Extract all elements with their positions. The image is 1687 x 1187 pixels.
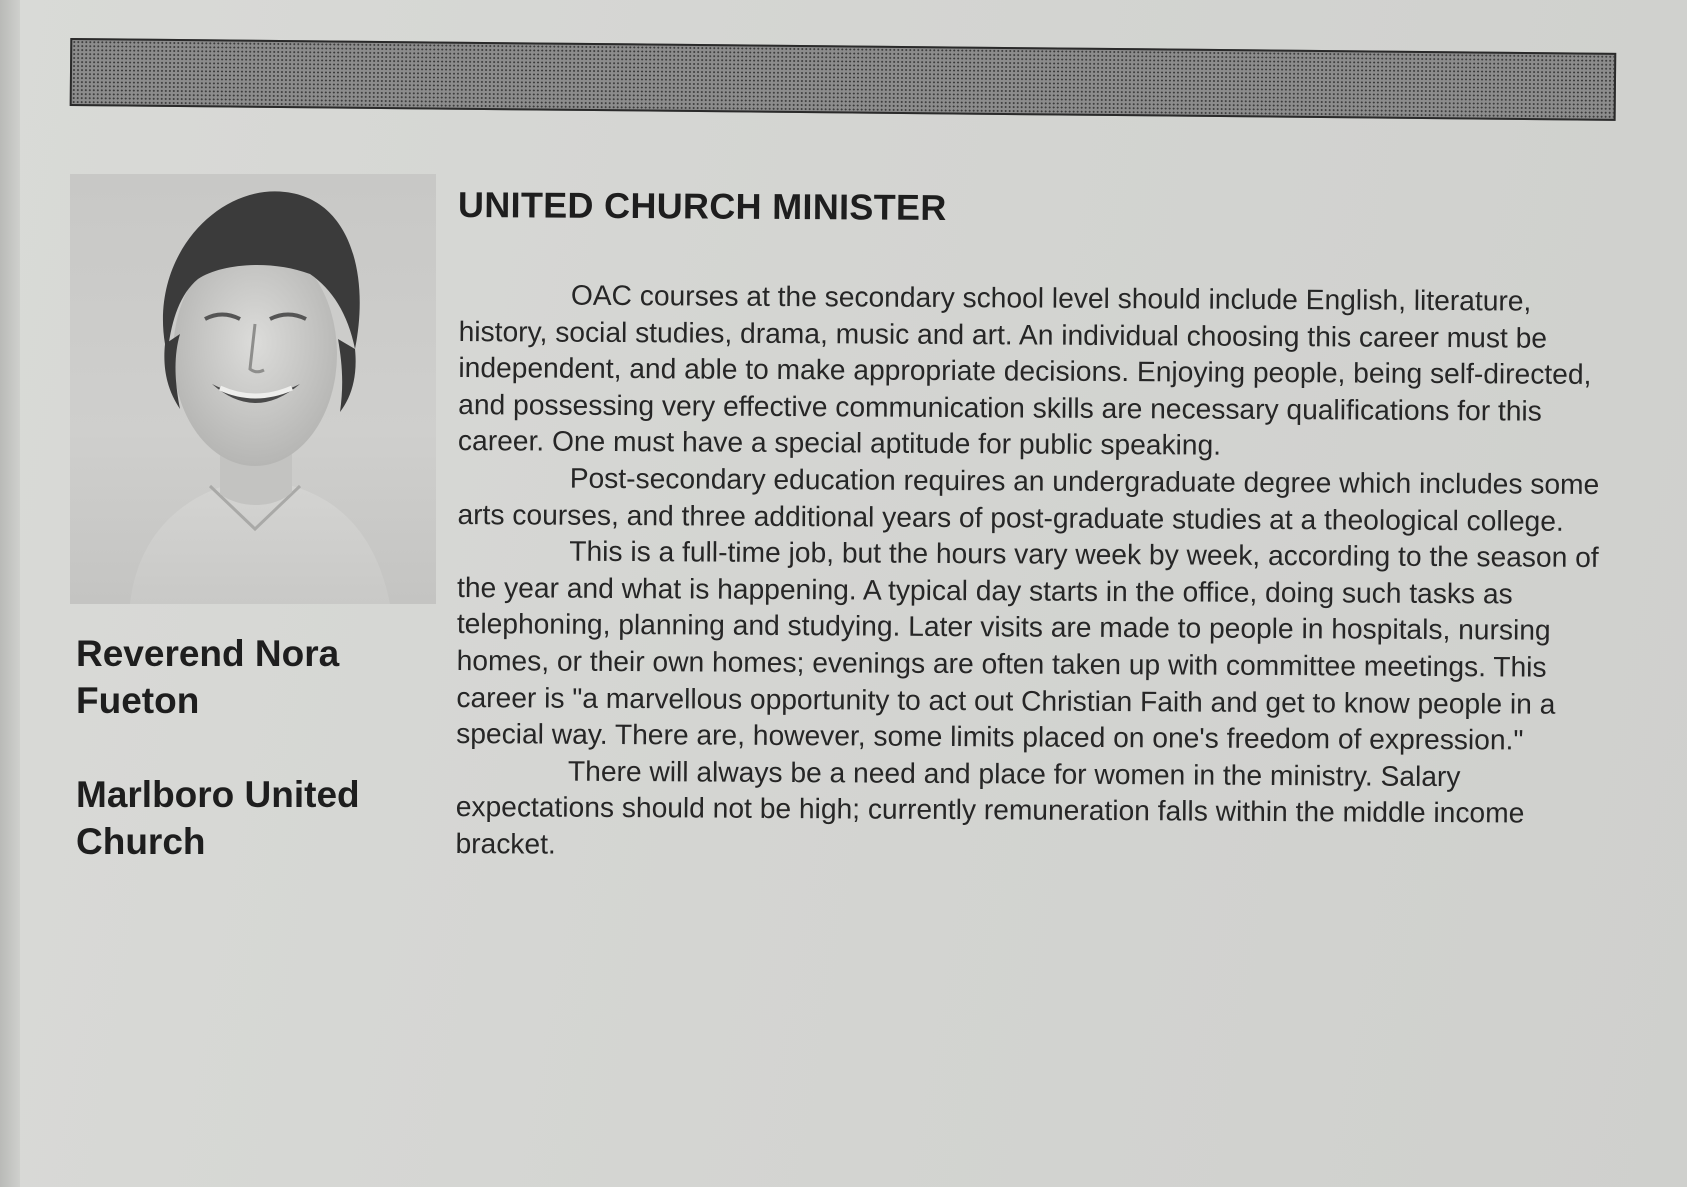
profile-photo [70,174,436,604]
header-banner [70,38,1617,121]
article-body [455,276,1619,869]
profile-name: Reverend Nora Fueton [76,633,340,721]
article-paragraph: This is a full-time job, but the hours vary week by week, according to the season of the year and what is happening. A typical day starts in the office, doing such tasks as telephoning, planning and studying. Later visits are made to people in hospitals, nursing homes, or their own homes; evenings are often taken up with committee meetings. This career is "a marvellous opportunity to act out Christian Faith and get to know people in a special way. There are, however, some limits placed on one's freedom of expression." [456,534,1599,756]
article-paragraph: OAC courses at the secondary school level should include English, literature, history, social studies, drama, music and art. An individual choosing this career must be independent, and able to make appropriate decisions. Enjoying people, being self-directed, and possessing very effective communication skills are necessary qualifications for this career. One must have a special aptitude for public speaking. [457,278,1592,462]
profile-organization: Marlboro United Church [76,774,360,862]
article-paragraph: There will always be a need and place for women in the ministry. Salary expectations should not be high; currently remuneration falls within the middle income bracket. [455,754,1525,860]
article-paragraph: Post-secondary education requires an undergraduate degree which includes some arts courses, and three additional years of post-graduate studies at a theological college. [457,461,1600,537]
page-binding-edge [0,0,20,1187]
article-title: UNITED CHURCH MINISTER [457,184,947,228]
